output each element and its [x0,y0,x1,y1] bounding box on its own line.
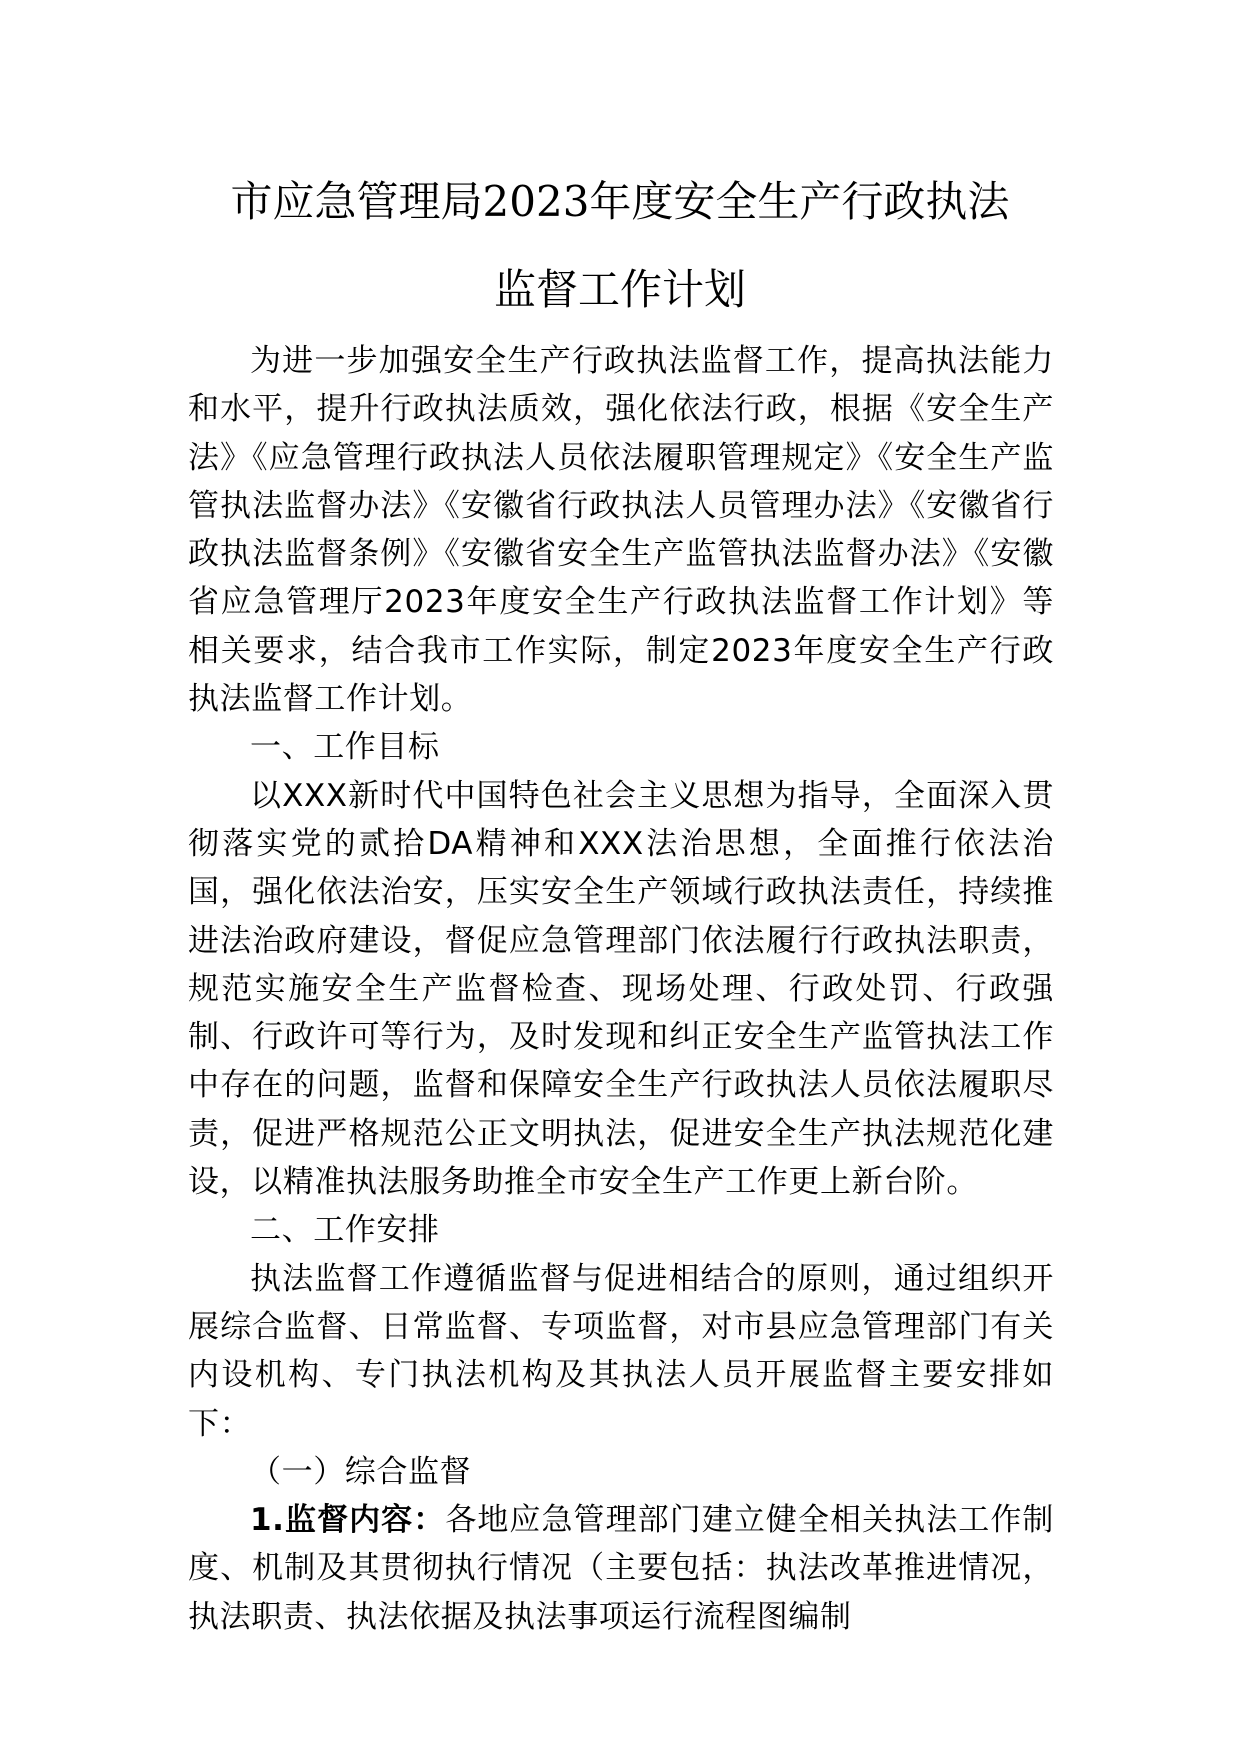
section2-paragraph: 执法监督工作遵循监督与促进相结合的原则，通过组织开展综合监督、日常监督、专项监督，对市县应急管理部门有关内设机构、专门执法机构及其执法人员开展监督主要安排如下： [188,1260,1054,1442]
item1-paragraph [188,1496,1054,1641]
item1-lead: 1.监督内容： [250,1502,446,1539]
item1-text: 各地应急管理部门建立健全相关执法工作制度、机制及其贯彻执行情况（主要包括：执法改革推进情况，执法职责、执法依据及执法事项运行流程图编制 [188,1502,1054,1635]
section1-paragraph: 以XXX新时代中国特色社会主义思想为指导，全面深入贯彻落实党的贰拾DA精神和XXX法治思想，全面推行依法治国，强化依法治安，压实安全生产领域行政执法责任，持续推进法治政府建设，督促应急管理部门依法履行行政执法职责，规范实施安全生产监督检查、现场处理、行政处罚、行政强制、行政许可等行为，及时发现和纠正安全生产监管执法工作中存在的问题，监督和保障安全生产行政执法人员依法履职尽责，促进严格规范公正文明执法，促进安全生产执法规范化建设，以精准执法服务助推全市安全生产工作更上新台阶。 [188,777,1054,1201]
section1-heading: 一、工作目标 [250,729,440,766]
document-title-line2: 监督工作计划 [493,265,746,314]
subsection1-heading: （一）综合监督 [250,1453,472,1490]
document-title-line1: 市应急管理局2023年度安全生产行政执法 [230,177,1010,226]
document-body [188,337,1054,1641]
section2-heading: 二、工作安排 [250,1212,440,1249]
intro-paragraph: 为进一步加强安全生产行政执法监督工作，提高执法能力和水平，提升行政执法质效，强化依法行政，根据《安全生产法》《应急管理行政执法人员依法履职管理规定》《安全生产监管执法监督办法》《安徽省行政执法人员管理办法》《安徽省行政执法监督条例》《安徽省安全生产监管执法监督办法》《安徽省应急管理厅2023年度安全生产行政执法监督工作计划》等相关要求，结合我市工作实际，制定2023年度安全生产行政执法监督工作计划。 [188,343,1054,718]
